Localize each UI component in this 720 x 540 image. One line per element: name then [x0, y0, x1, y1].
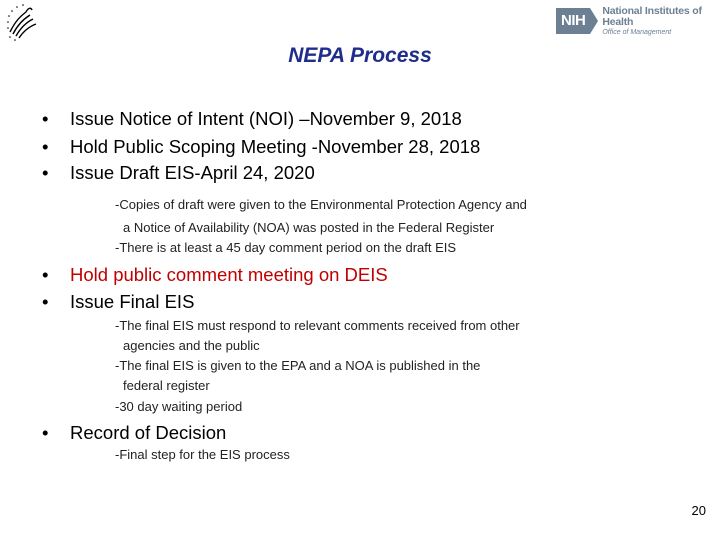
nih-logo — [556, 6, 720, 36]
nih-chevron-icon — [590, 8, 598, 34]
hhs-eagle-icon — [4, 2, 44, 42]
note-line: -Final step for the EIS process — [115, 447, 290, 462]
note-line: -30 day waiting period — [115, 399, 243, 414]
nih-abbr: NIH — [556, 8, 590, 34]
bullet-item: • Hold public comment meeting on DEIS — [42, 264, 388, 285]
page-title: NEPA Process — [288, 44, 432, 67]
bullet-item: • Hold Public Scoping Meeting -November 28, 2018 — [42, 136, 481, 157]
note-line: a Notice of Availability (NOA) was posted in the Federal Register — [123, 220, 495, 235]
bullet-item: • Issue Final EIS — [42, 291, 195, 312]
note-line: federal register — [123, 378, 210, 393]
nih-subtitle: Office of Management — [602, 29, 672, 36]
note-line: agencies and the public — [123, 338, 260, 353]
note-line: -The final EIS must respond to relevant comments received from other — [115, 318, 520, 333]
note-line: -There is at least a 45 day comment period on the draft EIS — [115, 240, 457, 255]
note-line: -Copies of draft were given to the Environmental Protection Agency and — [115, 197, 527, 212]
bullet-item: • Issue Notice of Intent (NOI) –November 9, 2018 — [42, 108, 462, 129]
nih-name: National Institutes of Health — [602, 5, 702, 28]
bullet-item: • Issue Draft EIS-April 24, 2020 — [42, 162, 315, 183]
bullet-item: • Record of Decision — [42, 422, 227, 443]
note-line: -The final EIS is given to the EPA and a NOA is published in the — [115, 358, 481, 373]
page-number: 20 — [691, 503, 706, 518]
